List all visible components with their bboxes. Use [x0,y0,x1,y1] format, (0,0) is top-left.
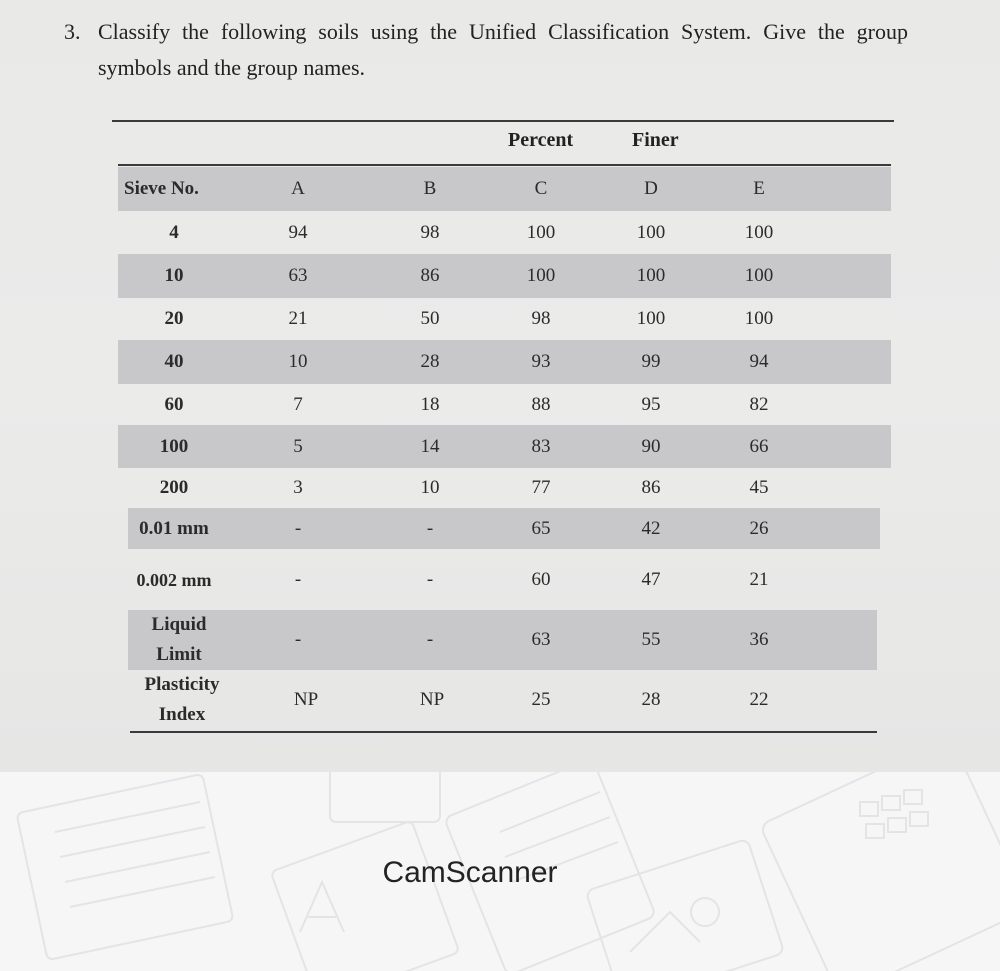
value-c: 93 [531,351,551,372]
table-bottom-rule [130,731,877,733]
header-percent: Percent [508,129,574,151]
camscanner-footer [0,772,1000,971]
value-e: 100 [744,221,774,243]
sieve-label: 200 [159,477,189,498]
value-a: - [294,568,302,590]
value-b: - [426,517,434,539]
col-header-a: A [291,178,305,199]
value-c: 100 [526,265,556,286]
value-b: 28 [420,351,440,372]
value-e: 45 [749,477,769,498]
value-e: 94 [749,351,769,372]
table-row [118,254,891,298]
value-c: 60 [531,568,551,590]
table-row [128,508,880,549]
value-d: 55 [641,629,661,650]
table-row [118,211,891,254]
sieve-label: 40 [164,351,184,372]
value-b: 50 [420,308,440,329]
value-e: 100 [744,265,774,286]
value-a: - [294,517,302,539]
value-b: NP [419,689,445,710]
value-b: - [426,568,434,590]
value-d: 95 [641,393,661,415]
value-d: 47 [641,568,661,590]
value-d: 99 [641,351,661,372]
value-d: 100 [636,265,666,286]
col-header-sieve: Sieve No. [124,178,199,199]
sieve-label: 10 [164,265,184,286]
value-c: 77 [531,477,551,498]
value-c: 63 [531,629,551,650]
value-b: 14 [420,435,440,457]
value-c: 65 [531,517,551,539]
value-b: 86 [420,265,440,286]
value-a: 63 [288,265,308,286]
sieve-label: Plasticity Index [144,674,220,725]
value-b: 10 [420,477,440,498]
header-rule [118,164,891,166]
value-d: 42 [641,517,661,539]
table-row [118,340,891,384]
table-row [118,298,891,340]
value-b: 18 [420,393,440,415]
value-a: 5 [293,435,303,457]
camscanner-brand: CamScanner [382,856,558,889]
value-e: 66 [749,435,769,457]
value-e: 100 [744,308,774,329]
sieve-label: 4 [169,221,179,243]
col-header-c: C [534,178,548,199]
table-row [118,425,891,468]
value-d: 100 [636,308,666,329]
value-c: 88 [531,393,551,415]
question-text: Classify the following soils using the Unified Classification System. Give the group symbols and the group names. [98,19,908,80]
value-e: 26 [749,517,769,539]
value-c: 83 [531,435,551,457]
value-a: 7 [293,393,303,415]
col-header-d: D [644,178,658,199]
value-b: - [426,629,434,650]
sieve-label: 0.002 mm [136,569,212,590]
table-row [118,468,891,508]
sieve-label: 0.01 mm [139,517,209,539]
table-row [118,384,891,425]
value-d: 86 [641,477,661,498]
sieve-label: 20 [164,308,184,329]
value-e: 21 [749,568,769,590]
value-a: NP [293,689,319,710]
value-e: 36 [749,629,769,650]
col-header-e: E [753,178,765,199]
value-a: 94 [288,221,308,243]
value-c: 100 [526,221,556,243]
table-row [128,670,877,730]
table-row [128,549,880,610]
col-header-b: B [423,178,437,199]
value-c: 25 [531,689,551,710]
value-a: 3 [293,477,303,498]
question-number: 3. [64,19,81,44]
sieve-label: 60 [164,393,184,415]
value-a: 21 [288,308,308,329]
value-c: 98 [531,308,551,329]
value-a: - [294,629,302,650]
value-d: 90 [641,435,661,457]
sieve-label: Liquid Limit [151,614,207,665]
table-row [128,610,877,670]
column-header-row [118,167,891,211]
value-d: 100 [636,221,666,243]
sieve-label: 100 [159,435,189,457]
value-a: 10 [288,351,308,372]
value-e: 82 [749,393,769,415]
table-top-rule [112,120,894,122]
header-finer: Finer [632,129,679,151]
value-d: 28 [641,689,661,710]
value-b: 98 [420,221,440,243]
value-e: 22 [749,689,769,710]
